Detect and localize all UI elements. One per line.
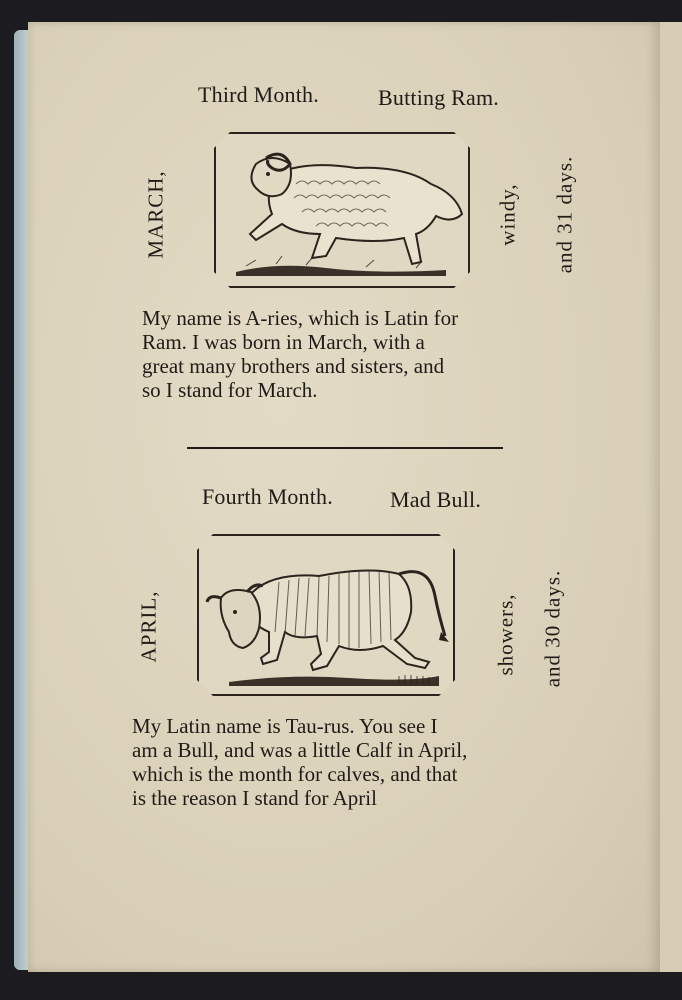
march-weather-label: windy, bbox=[495, 183, 520, 246]
april-paragraph bbox=[132, 714, 558, 810]
march-line-4: so I stand for March. bbox=[142, 378, 318, 402]
march-line-1: My name is A-ries, which is Latin for bbox=[142, 306, 459, 330]
march-paragraph bbox=[142, 306, 570, 402]
april-line-1: My Latin name is Tau-rus. You see I bbox=[132, 714, 438, 738]
april-line-2: am a Bull, and was a little Calf in April, bbox=[132, 738, 468, 762]
march-line-3: great many brothers and sisters, and bbox=[142, 354, 445, 378]
march-line-2: Ram. I was born in March, with a bbox=[142, 330, 425, 354]
april-line-4: is the reason I stand for April bbox=[132, 786, 377, 810]
ram-woodcut-icon bbox=[216, 134, 468, 286]
april-line-3: which is the month for calves, and that bbox=[132, 762, 458, 786]
april-weather-label: showers, bbox=[493, 593, 518, 676]
april-header-month: Fourth Month. bbox=[202, 484, 333, 509]
march-header-sign: Butting Ram. bbox=[378, 85, 499, 110]
ram-woodcut-frame bbox=[214, 132, 470, 288]
bull-woodcut-frame bbox=[197, 534, 455, 696]
facing-page-edge bbox=[660, 22, 682, 972]
bull-woodcut-icon bbox=[199, 536, 453, 694]
march-side-label: MARCH, bbox=[143, 170, 168, 259]
march-header-month: Third Month. bbox=[198, 82, 319, 107]
april-days-label: and 30 days. bbox=[540, 569, 565, 688]
april-side-label: APRIL, bbox=[136, 590, 161, 663]
april-header-sign: Mad Bull. bbox=[390, 487, 482, 512]
book-page bbox=[28, 22, 660, 972]
march-days-label: and 31 days. bbox=[552, 155, 577, 274]
section-divider bbox=[187, 447, 503, 449]
